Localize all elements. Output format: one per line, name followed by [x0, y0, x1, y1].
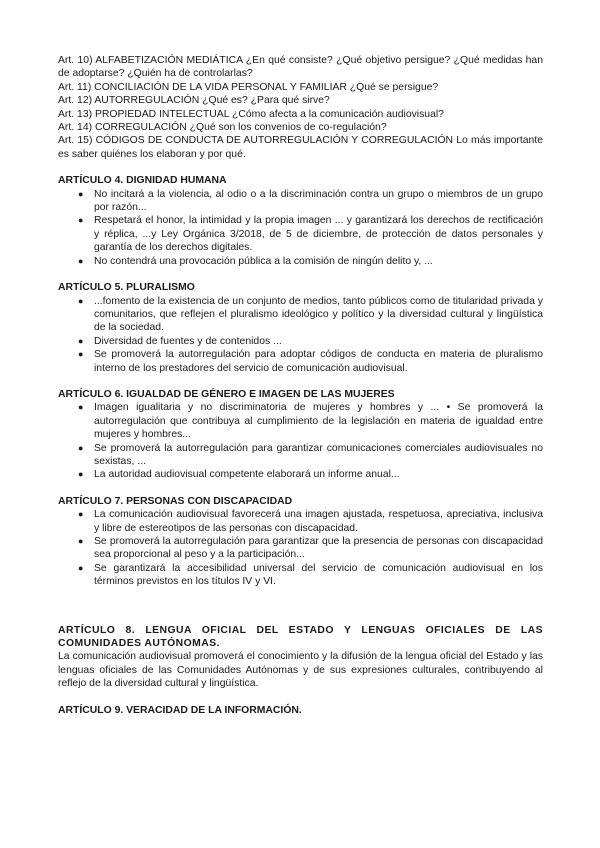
bullet-icon: ●: [78, 562, 84, 573]
list-item: [78, 255, 543, 268]
list-item: [78, 508, 543, 535]
section-heading: ARTÍCULO 7. PERSONAS CON DISCAPACIDAD: [58, 495, 293, 507]
bullet-list: [58, 188, 543, 268]
bullet-icon: ●: [78, 536, 84, 546]
section-heading: ARTÍCULO 5. PLURALISMO: [58, 282, 195, 294]
list-item: [78, 442, 543, 469]
bullet-list: [58, 508, 543, 588]
list-item: [78, 214, 543, 254]
list-item-text: La autoridad audiovisual competente elaborará un informe anual...: [94, 469, 400, 481]
bullet-list: [58, 295, 543, 375]
list-item-text: Se promoverá la autorregulación para garantizar comunicaciones comerciales audiovisuales no sexistas, ...: [94, 442, 543, 467]
section-article-4: [58, 174, 543, 268]
section-heading: ARTÍCULO 9. VERACIDAD DE LA INFORMACIÓN.: [58, 704, 302, 716]
list-item-text: Diversidad de fuentes y de contenidos ...: [94, 335, 282, 347]
list-item-text: Se garantizará la accesibilidad universal del servicio de comunicación audiovisual en los términos previstos en los títulos IV y VI.: [94, 562, 543, 588]
bullet-icon: ●: [78, 215, 84, 226]
list-item: [78, 188, 543, 215]
list-item-text: ...fomento de la existencia de un conjunto de medios, tanto públicos como de titularidad privada y comunitarios, que reflejen el pluralismo ideológico y político y la diversidad cultural y lingüística de la sociedad.: [94, 295, 543, 334]
list-item: [78, 401, 543, 441]
section-article-9: [58, 704, 543, 717]
intro-line: Art. 14) CORREGULACIÓN ¿Qué son los convenios de co-regulación?: [58, 122, 387, 134]
intro-line: Art. 10) ALFABETIZACIÓN MEDIÁTICA ¿En qué consiste? ¿Qué objetivo persigue? ¿Qué medidas han de adoptarse? ¿Quién ha de controlarlas?: [58, 55, 543, 80]
list-item-text: No incitará a la violencia, al odio o a la discriminación contra un grupo o miembros de un grupo por razón...: [94, 188, 543, 214]
list-item: [78, 295, 543, 335]
bullet-icon: ●: [78, 335, 84, 346]
list-item: [78, 535, 543, 562]
bullet-icon: ●: [78, 509, 84, 520]
section-article-7: [58, 495, 543, 589]
article-list-intro: [58, 54, 543, 161]
intro-line: Art. 11) CONCILIACIÓN DE LA VIDA PERSONAL Y FAMILIAR ¿Qué se persigue?: [58, 81, 439, 93]
list-item-text: No contendrá una provocación pública a la comisión de ningún delito y, ...: [94, 255, 433, 267]
bullet-icon: ●: [78, 255, 84, 266]
list-item: [78, 348, 543, 375]
bullet-icon: ●: [78, 442, 84, 453]
list-item-text: Respetará el honor, la intimidad y la propia imagen ... y garantizará los derechos de rectificación y réplica, ...y Ley Orgánica 3/2018, de 5 de diciembre, de protección de datos personales y garantía de los derechos digitales.: [94, 215, 543, 254]
section-article-5: [58, 281, 543, 375]
section-heading: ARTÍCULO 8. LENGUA OFICIAL DEL ESTADO Y LENGUAS OFICIALES DE LAS COMUNIDADES AUTÓNOMAS.: [58, 624, 543, 650]
intro-line: Art. 15) CÓDIGOS DE CONDUCTA DE AUTORREGULACIÓN Y CORREGULACIÓN Lo más importante es saber quiénes los elaboran y por qué.: [58, 135, 543, 160]
document-page: [58, 54, 543, 717]
section-body: La comunicación audiovisual promoverá el conocimiento y la difusión de la lengua oficial del Estado y las lenguas oficiales de las Comunidades Autónomas y de sus expresiones culturales, contribuyendo al reflejo de la diversidad cultural y lingüística.: [58, 651, 543, 690]
section-article-6: [58, 388, 543, 482]
section-heading: ARTÍCULO 6. IGUALDAD DE GÉNERO E IMAGEN DE LAS MUJERES: [58, 388, 395, 400]
list-item: [78, 562, 543, 589]
section-heading: ARTÍCULO 4. DIGNIDAD HUMANA: [58, 175, 227, 187]
list-item: [78, 335, 543, 348]
list-item-text: La comunicación audiovisual favorecerá una imagen ajustada, respetuosa, apreciativa, inclusiva y libre de estereotipos de las personas con discapacidad.: [94, 509, 543, 534]
intro-line: Art. 12) AUTORREGULACIÓN ¿Qué es? ¿Para qué sirve?: [58, 95, 330, 107]
list-item-text: Se promoverá la autorregulación para garantizar que la presencia de personas con discapacidad sea proporcional al peso y a la participación...: [94, 536, 543, 561]
list-item-text: Imagen igualitaria y no discriminatoria de mujeres y hombres y ... • Se promoverá la autorregulación que contribuya al cumplimiento de la legislación en materia de igualdad entre mujeres y hombres...: [94, 402, 543, 441]
bullet-icon: ●: [78, 402, 84, 413]
list-item: [78, 468, 543, 481]
list-item-text: Se promoverá la autorregulación para adoptar códigos de conducta en materia de pluralismo interno de los prestadores del servicio de comunicación audiovisual.: [94, 349, 543, 374]
intro-line: Art. 13) PROPIEDAD INTELECTUAL ¿Cómo afecta a la comunicación audiovisual?: [58, 108, 444, 120]
bullet-icon: ●: [78, 188, 84, 199]
bullet-icon: ●: [78, 295, 84, 306]
bullet-icon: ●: [78, 469, 84, 480]
bullet-icon: ●: [78, 349, 84, 360]
bullet-list: [58, 401, 543, 481]
section-article-8: [58, 624, 543, 691]
